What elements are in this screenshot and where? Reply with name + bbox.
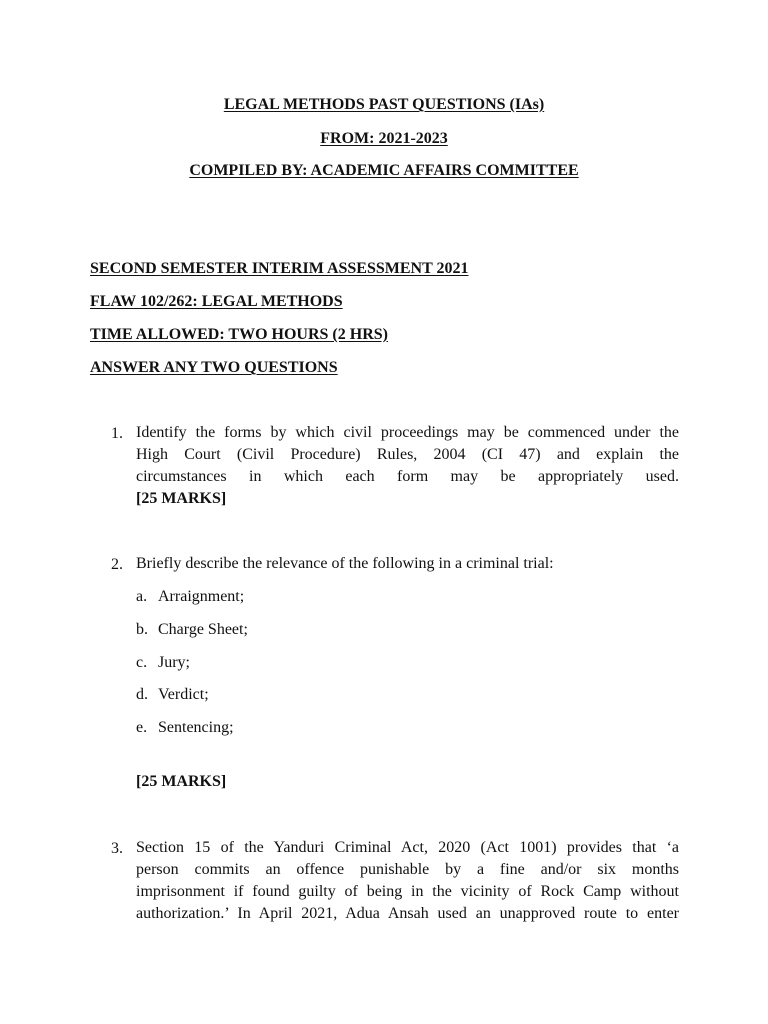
sub-item-text: Arraignment;	[158, 588, 245, 605]
question-3-line-4: authorization.’ In April 2021, Adua Ansah used an unapproved route to enter	[136, 905, 679, 922]
sub-item-text: Jury;	[158, 654, 190, 671]
question-2-marks: [25 MARKS]	[136, 773, 227, 790]
date-range: FROM: 2021-2023	[320, 130, 448, 147]
question-1-marks: [25 MARKS]	[136, 490, 227, 507]
instruction: ANSWER ANY TWO QUESTIONS	[90, 359, 338, 376]
question-1-line-2: High Court (Civil Procedure) Rules, 2004 (CI 47) and explain the	[136, 446, 679, 463]
sub-item-text: Charge Sheet;	[158, 621, 248, 638]
question-number: 3.	[111, 840, 123, 857]
time-allowed: TIME ALLOWED: TWO HOURS (2 HRS)	[90, 326, 388, 343]
sub-item-letter: d.	[136, 686, 148, 703]
sub-item-letter: c.	[136, 654, 148, 671]
question-1-line-1: Identify the forms by which civil proceedings may be commenced under the	[136, 424, 679, 441]
sub-item-letter: e.	[136, 719, 148, 736]
sub-item-letter: b.	[136, 621, 148, 638]
question-3-line-2: person commits an offence punishable by a fine and/or six months	[136, 861, 679, 878]
question-number: 1.	[111, 425, 123, 442]
sub-item-text: Sentencing;	[158, 719, 234, 736]
document-title: LEGAL METHODS PAST QUESTIONS (IAs)	[223, 96, 545, 113]
question-2-text: Briefly describe the relevance of the following in a criminal trial:	[136, 555, 554, 572]
question-3-line-3: imprisonment if found guilty of being in the vicinity of Rock Camp without	[136, 883, 679, 900]
sub-item-text: Verdict;	[158, 686, 209, 703]
question-1-line-3: circumstances in which each form may be appropriately used.	[136, 468, 679, 485]
question-number: 2.	[111, 556, 123, 573]
question-3-line-1: Section 15 of the Yanduri Criminal Act, 2020 (Act 1001) provides that ‘a	[136, 839, 679, 856]
course-heading: FLAW 102/262: LEGAL METHODS	[90, 293, 343, 310]
assessment-heading: SECOND SEMESTER INTERIM ASSESSMENT 2021	[90, 260, 469, 277]
compiled-by: COMPILED BY: ACADEMIC AFFAIRS COMMITTEE	[189, 162, 579, 179]
sub-item-letter: a.	[136, 588, 148, 605]
